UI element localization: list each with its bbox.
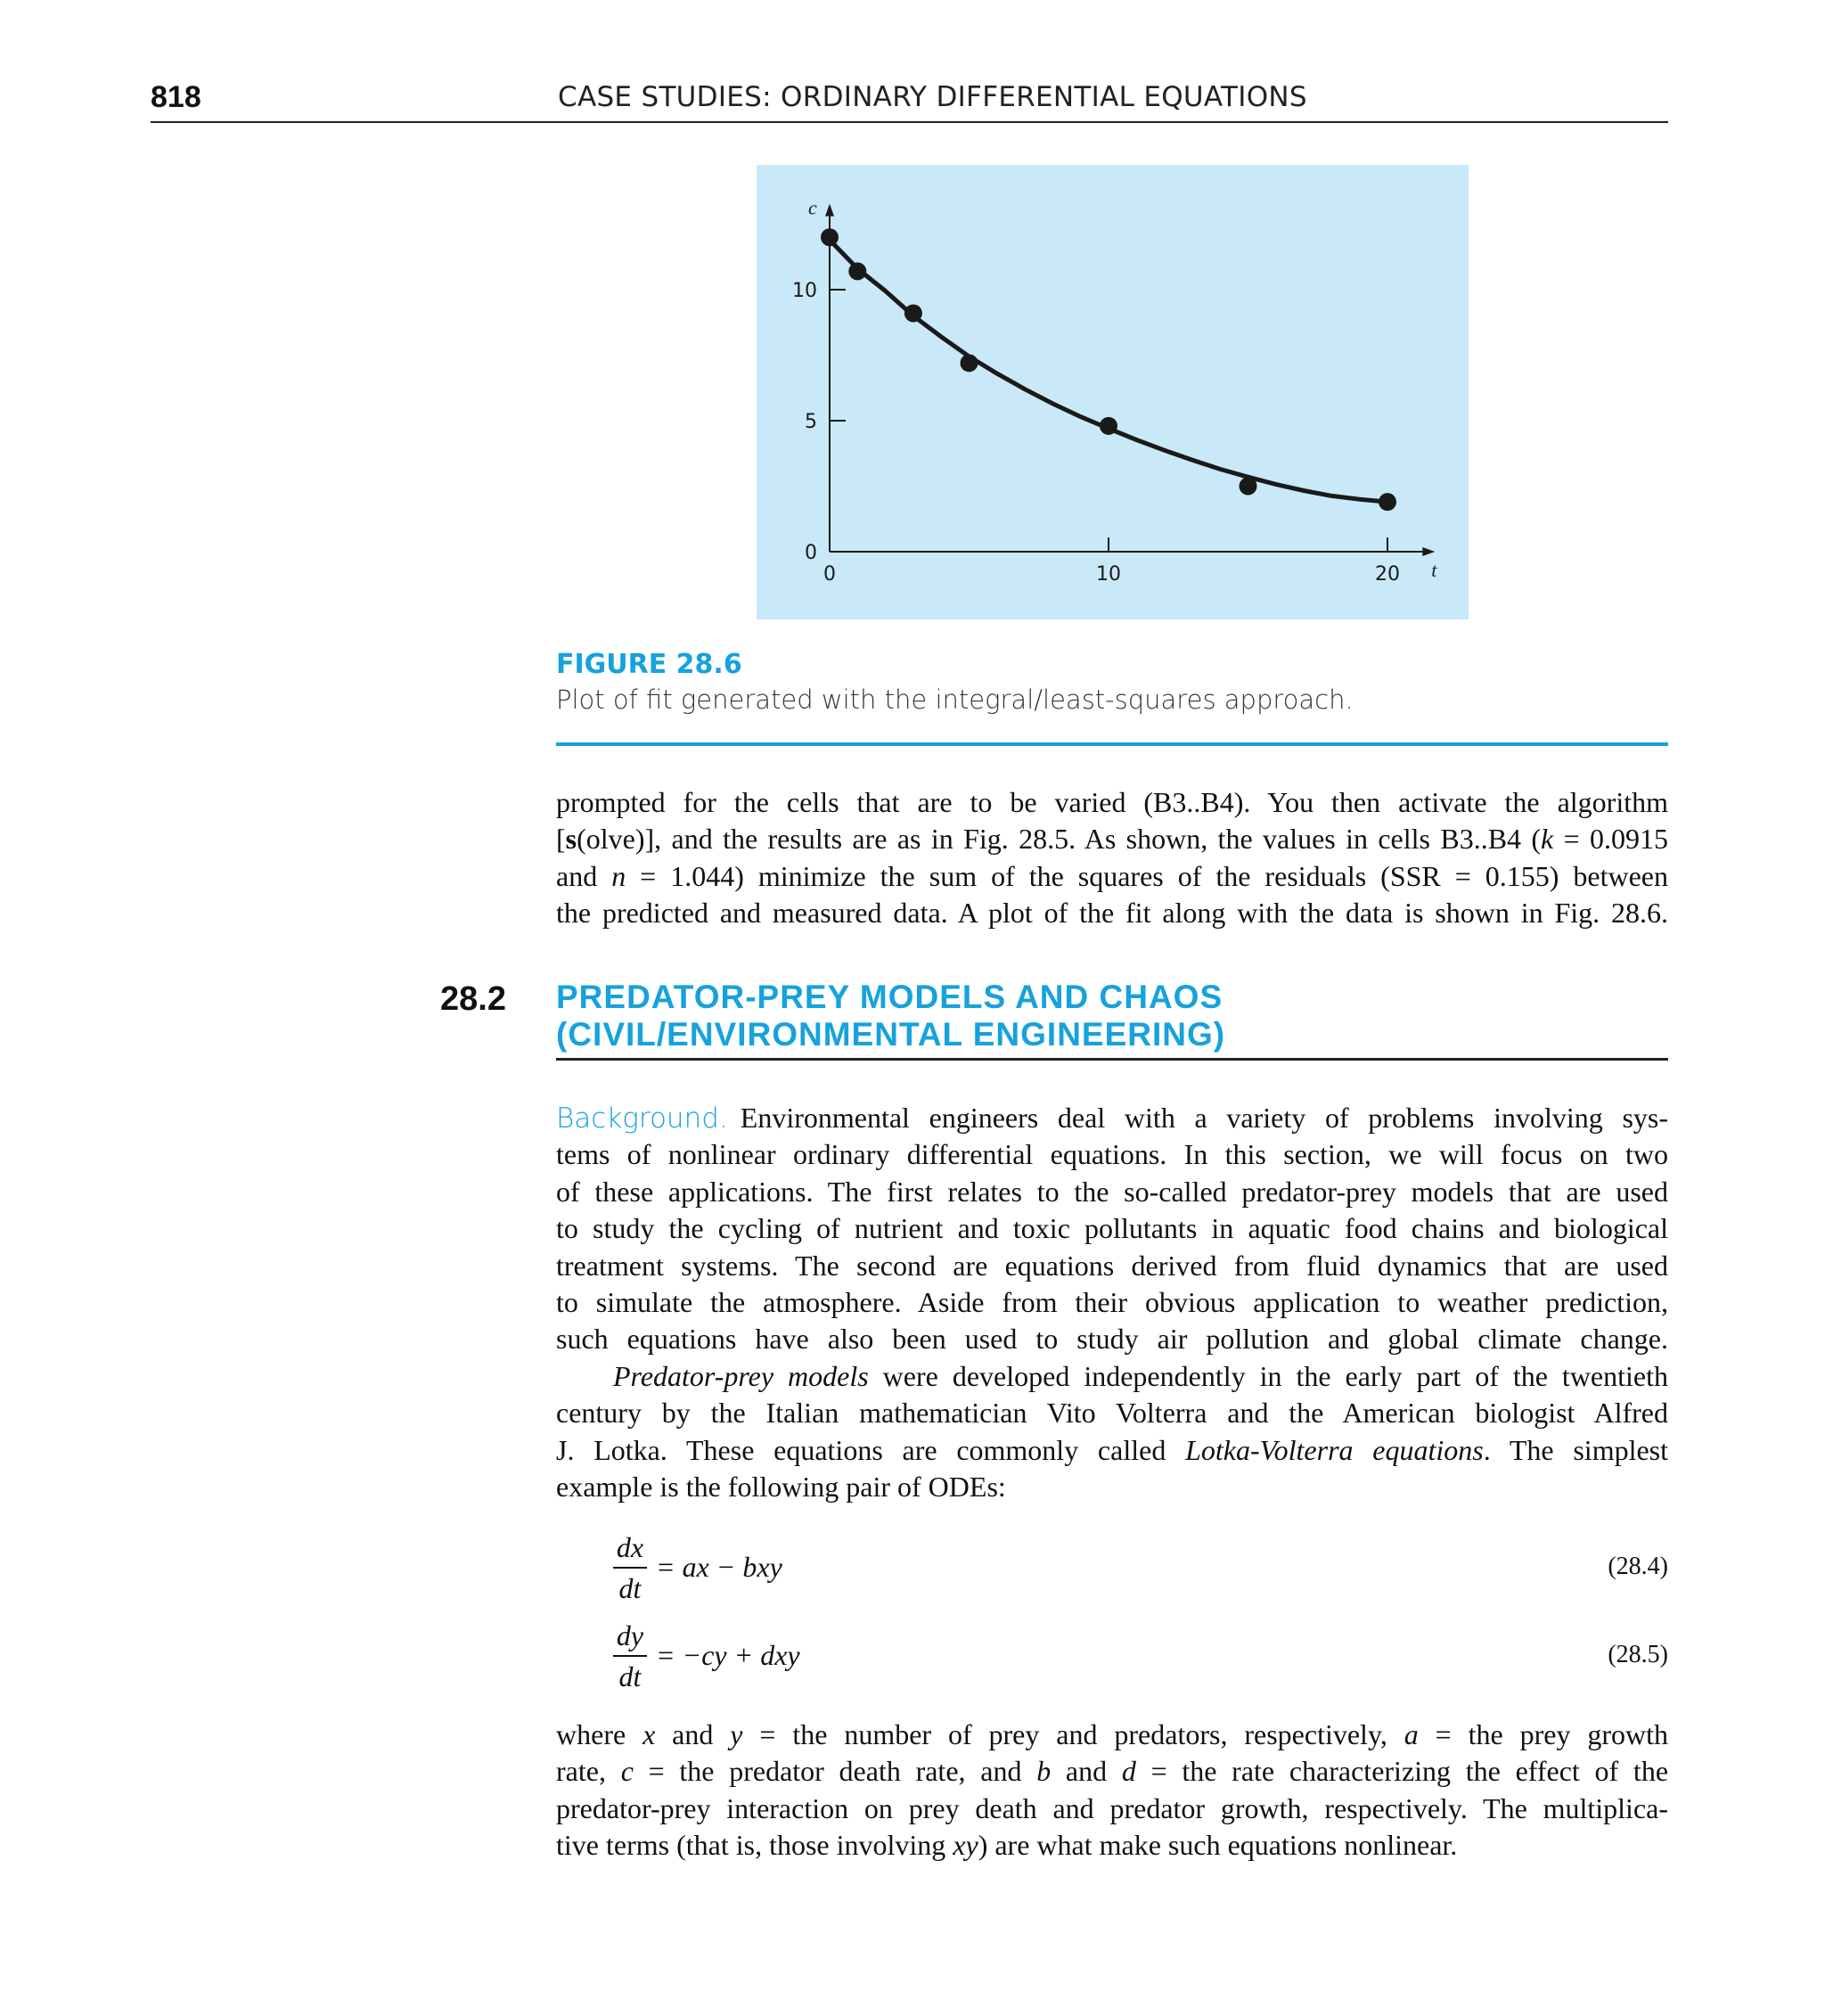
x-tick-label: 0 bbox=[823, 563, 836, 586]
x-axis-arrow bbox=[1422, 547, 1435, 556]
paragraph-continuation bbox=[556, 784, 1668, 932]
equation-number: (28.5) bbox=[1608, 1641, 1668, 1668]
equation-rhs: = −cy + dxy bbox=[656, 1639, 800, 1671]
x-tick-label: 20 bbox=[1375, 563, 1400, 586]
fit-curve bbox=[830, 240, 1387, 502]
text-line: to study the cycling of nutrient and toxic pollutants in aquatic food chains and biological bbox=[556, 1212, 1668, 1245]
data-point bbox=[1100, 417, 1117, 435]
x-axis-label: t bbox=[1431, 559, 1437, 581]
equation-28-4 bbox=[613, 1529, 1668, 1610]
background-label: Background. bbox=[556, 1102, 728, 1135]
text-line: where x and y = the number of prey and predators, respectively, a = the prey growth bbox=[556, 1718, 1669, 1750]
fraction: dx dt bbox=[613, 1529, 647, 1606]
equation-rhs: = ax − bxy bbox=[656, 1551, 782, 1583]
y-tick-label: 10 bbox=[792, 280, 817, 302]
text-line: Background. Environmental engineers deal with a variety of problems involving sys- bbox=[556, 1102, 1668, 1135]
figure-rule bbox=[556, 742, 1668, 746]
y-axis-label: c bbox=[808, 196, 817, 219]
text-line: of these applications. The first relates to the so-called predator-prey models that are used bbox=[556, 1175, 1668, 1208]
data-point bbox=[961, 354, 978, 372]
background-paragraph bbox=[556, 1100, 1668, 1505]
section-title-line: PREDATOR-PREY MODELS AND CHAOS bbox=[556, 979, 1223, 1015]
text-line: the predicted and measured data. A plot of the fit along with the data is shown in Fig. 28.6. bbox=[556, 897, 1668, 930]
y-tick-label: 5 bbox=[805, 411, 817, 433]
equation-number: (28.4) bbox=[1608, 1553, 1668, 1580]
text-line: Predator-prey models were developed independently in the early part of the twentieth bbox=[613, 1359, 1668, 1392]
fit-chart bbox=[757, 165, 1469, 619]
figure-caption: Plot of fit generated with the integral/least-squares approach. bbox=[556, 684, 1354, 715]
text-line: prompted for the cells that are to be varied (B3..B4). You then activate the algorithm bbox=[556, 786, 1668, 818]
section-rule bbox=[556, 1058, 1668, 1061]
text-line: rate, c = the predator death rate, and b and d = the rate characterizing the effect of the bbox=[556, 1755, 1669, 1788]
data-point bbox=[904, 304, 922, 322]
section-title-line: (CIVIL/ENVIRONMENTAL ENGINEERING) bbox=[556, 1016, 1226, 1053]
figure-label: FIGURE 28.6 bbox=[556, 649, 742, 680]
page-number: 818 bbox=[151, 80, 201, 114]
text-line: and n = 1.044) minimize the sum of the squares of the residuals (SSR = 0.155) between bbox=[556, 859, 1669, 892]
text-line: to simulate the atmosphere. Aside from their obvious application to weather prediction, bbox=[556, 1285, 1668, 1318]
section-number: 28.2 bbox=[440, 980, 506, 1018]
equation-28-5 bbox=[613, 1618, 1668, 1698]
running-head bbox=[151, 78, 1668, 123]
data-point bbox=[1379, 493, 1396, 511]
text-line: tems of nonlinear ordinary differential equations. In this section, we will focus on two bbox=[556, 1138, 1668, 1171]
fraction: dy dt bbox=[613, 1618, 647, 1694]
data-point bbox=[821, 228, 839, 246]
paragraph-definitions bbox=[556, 1717, 1668, 1864]
text-line: J. Lotka. These equations are commonly called Lotka-Volterra equations. The simplest bbox=[556, 1433, 1669, 1466]
text-line: century by the Italian mathematician Vito Volterra and the American biologist Alfred bbox=[556, 1397, 1668, 1430]
running-title: CASE STUDIES: ORDINARY DIFFERENTIAL EQUATIONS bbox=[558, 81, 1307, 113]
figure-plot bbox=[757, 165, 1469, 619]
y-tick-label: 0 bbox=[805, 542, 817, 564]
x-tick-label: 10 bbox=[1096, 563, 1121, 586]
text-line: example is the following pair of ODEs: bbox=[556, 1470, 1006, 1503]
text-line: such equations have also been used to study air pollution and global climate change. bbox=[556, 1323, 1668, 1356]
text-line: treatment systems. The second are equations derived from fluid dynamics that are used bbox=[556, 1249, 1668, 1282]
text-line: tive terms (that is, those involving xy) are what make such equations nonlinear. bbox=[556, 1829, 1458, 1862]
section-title bbox=[556, 979, 1225, 1053]
data-point bbox=[848, 262, 866, 280]
y-axis-arrow bbox=[825, 204, 834, 217]
data-point bbox=[1240, 478, 1257, 496]
text-line: [s(olve)], and the results are as in Fig. 28.5. As shown, the values in cells B3..B4 (k = 0.0915 bbox=[556, 823, 1669, 856]
text-line: predator-prey interaction on prey death and predator growth, respectively. The multiplica- bbox=[556, 1791, 1668, 1824]
